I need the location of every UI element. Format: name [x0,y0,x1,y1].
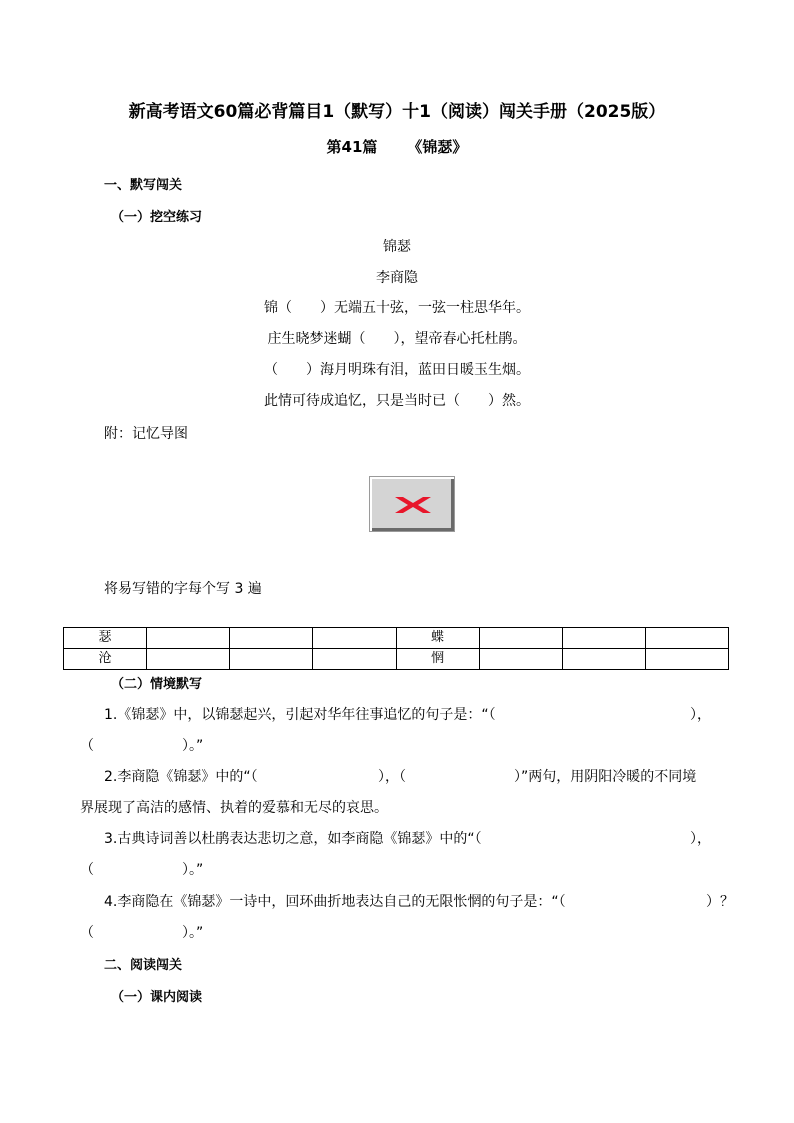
section-heading-reading: 二、阅读闯关 [104,958,183,973]
article-number: 第41篇 [326,138,378,156]
table-cell: 蝶 [396,628,479,649]
table-cell: 惘 [396,649,479,670]
appendix-label: 附：记忆导图 [104,426,188,442]
subsection-heading-context: （二）情境默写 [111,677,203,692]
poem-line: 庄生晓梦迷蝴（ ），望帝春心托杜鹃。 [267,331,527,347]
writing-cell[interactable] [479,628,562,649]
question-2-end: ）”两句，用阴阳冷暖的不同境 [514,769,697,785]
poem-line: （ ）海月明珠有泪，蓝田日暖玉生烟。 [264,362,530,378]
writing-cell[interactable] [147,649,230,670]
document-title: 新高考语文60篇必背篇目1（默写）十1（阅读）闯关手册（2025版） [128,102,666,122]
article-name: 《锦瑟》 [407,138,468,156]
writing-cell[interactable] [313,649,396,670]
question-3-close2: ）。” [182,862,204,878]
poem-title: 锦瑟 [383,239,411,255]
article-subtitle [0,136,794,157]
writing-cell[interactable] [479,649,562,670]
writing-cell[interactable] [645,649,728,670]
question-2-mid: ），（ [378,769,406,785]
question-4-text: 4.李商隐在《锦瑟》一诗中，回环曲折地表达自己的无限怅惘的句子是：“（ [104,894,566,910]
poem-author: 李商隐 [376,270,418,286]
writing-cell[interactable] [230,649,313,670]
writing-cell[interactable] [562,628,645,649]
question-1-close: ）， [690,707,711,723]
question-2-text: 2.李商隐《锦瑟》中的“（ [104,769,258,785]
writing-cell[interactable] [645,628,728,649]
question-2-cont: 界展现了高洁的感情、执着的爱慕和无尽的哀思。 [80,800,388,816]
question-4-close2: ）。” [182,925,204,941]
broken-image-icon [369,476,455,532]
practice-table [63,627,729,670]
question-4-open2: （ [80,925,94,941]
poem-line: 锦（ ）无端五十弦，一弦一柱思华年。 [264,300,530,316]
table-cell: 瑟 [64,628,147,649]
question-3-open2: （ [80,862,94,878]
question-1-close2: ）。” [182,738,204,754]
section-heading-dictation: 一、默写闯关 [104,178,183,193]
writing-cell[interactable] [313,628,396,649]
question-1-text: 1.《锦瑟》中，以锦瑟起兴，引起对华年往事追忆的句子是：“（ [104,707,496,723]
poem-line: 此情可待成追忆，只是当时已（ ）然。 [264,393,530,409]
question-4-close: ）？ [706,894,734,910]
writing-cell[interactable] [147,628,230,649]
table-cell: 沧 [64,649,147,670]
writing-cell[interactable] [230,628,313,649]
question-3-close: ）， [690,831,711,847]
table-row [64,628,729,649]
subsection-heading-fill-blank: （一）挖空练习 [111,210,203,225]
table-row [64,649,729,670]
subsection-heading-in-class-reading: （一）课内阅读 [111,990,203,1005]
question-1-open2: （ [80,738,94,754]
writing-cell[interactable] [562,649,645,670]
question-3-text: 3.古典诗词善以杜鹃表达悲切之意，如李商隐《锦瑟》中的“（ [104,831,482,847]
practice-instruction: 将易写错的字每个写 3 遍 [104,581,262,597]
